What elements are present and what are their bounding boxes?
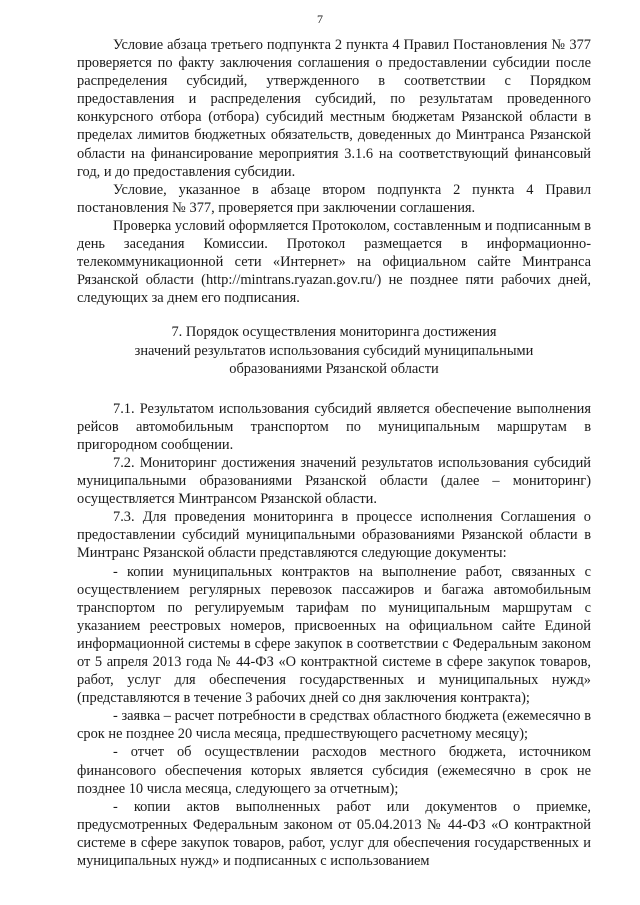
document-body bbox=[77, 36, 591, 870]
paragraph-condition-abzac-2: Условие, указанное в абзаце втором подпункта 2 пункта 4 Правил постановления № 377, проверяется при заключении соглашения. bbox=[77, 181, 591, 216]
section-heading bbox=[77, 323, 591, 377]
paragraph-7-3: 7.3. Для проведения мониторинга в процессе исполнения Соглашения о предоставлении субсидий муниципальными образованиями Рязанской области в Минтранс Рязанской области представляются следующие документы: bbox=[77, 509, 591, 562]
list-item-application: - заявка – расчет потребности в средствах областного бюджета (ежемесячно в срок не позднее 20 числа месяца, предшествующего расчетному месяцу); bbox=[77, 708, 591, 743]
section-heading-line-2: значений результатов использования субсидий муниципальными bbox=[134, 342, 534, 359]
list-item-contracts: - копии муниципальных контрактов на выполнение работ, связанных с осуществлением регулярных перевозок пассажиров и багажа автомобильным транспортом по регулируемым тарифам по муниципальным маршрутам с указанием реестровых номеров, присвоенных на официальном сайте Единой информационной системы в сфере закупок в соответствии с Федеральным законом от 5 апреля 2013 года № 44-ФЗ «О контрактной системе в сфере закупок товаров, работ, услуг для обеспечения государственных и муниципальных нужд» (представляются в течение 3 рабочих дней со дня заключения контракта); bbox=[77, 563, 591, 707]
section-heading-line-3: образованиями Рязанской области bbox=[229, 360, 439, 377]
paragraph-protocol: Проверка условий оформляется Протоколом, составленным и подписанным в день заседания Комиссии. Протокол размещается в информационно-телекоммуникационной сети «Интернет» на официальном сайте Минтранса Рязанской области (http://mintrans.ryazan.gov.ru/) не позднее пяти рабочих дней, следующих за днем его подписания. bbox=[77, 217, 591, 307]
page-number: 7 bbox=[317, 12, 323, 26]
paragraph-7-2: 7.2. Мониторинг достижения значений результатов использования субсидий муниципальными образованиями Рязанской области (далее – мониторинг) осуществляется Минтрансом Рязанской области. bbox=[77, 454, 591, 508]
paragraph-condition-abzac-3: Условие абзаца третьего подпункта 2 пункта 4 Правил Постановления № 377 проверяется по факту заключения соглашения о предоставлении субсидии после распределения субсидий, утвержденного в соответствии с Порядком предоставления и распределения субсидий, по результатам проведенного конкурсного отбора (отбора) субсидий местным бюджетам Рязанской области в пределах лимитов бюджетных обязательств, доведенных до Минтранса Рязанской области на финансирование мероприятия 3.1.6 на соответствующий финансовый год, и до предоставления субсидии. bbox=[77, 37, 591, 180]
list-item-expense-report: - отчет об осуществлении расходов местного бюджета, источником финансового обеспечения которых является субсидия (ежемесячно в срок не позднее 10 числа месяца, следующего за отчетным); bbox=[77, 744, 591, 797]
list-item-acts: - копии актов выполненных работ или документов о приемке, предусмотренных Федеральным законом от 05.04.2013 № 44-ФЗ «О контрактной системе в сфере закупок товаров, работ, услуг для обеспечения государственных и муниципальных нужд» и подписанных с использованием bbox=[77, 798, 591, 870]
section-heading-line-1: 7. Порядок осуществления мониторинга достижения bbox=[171, 324, 497, 341]
paragraph-7-1: 7.1. Результатом использования субсидий является обеспечение выполнения рейсов автомобильным транспортом по муниципальным маршрутам в пригородном сообщении. bbox=[77, 400, 591, 453]
